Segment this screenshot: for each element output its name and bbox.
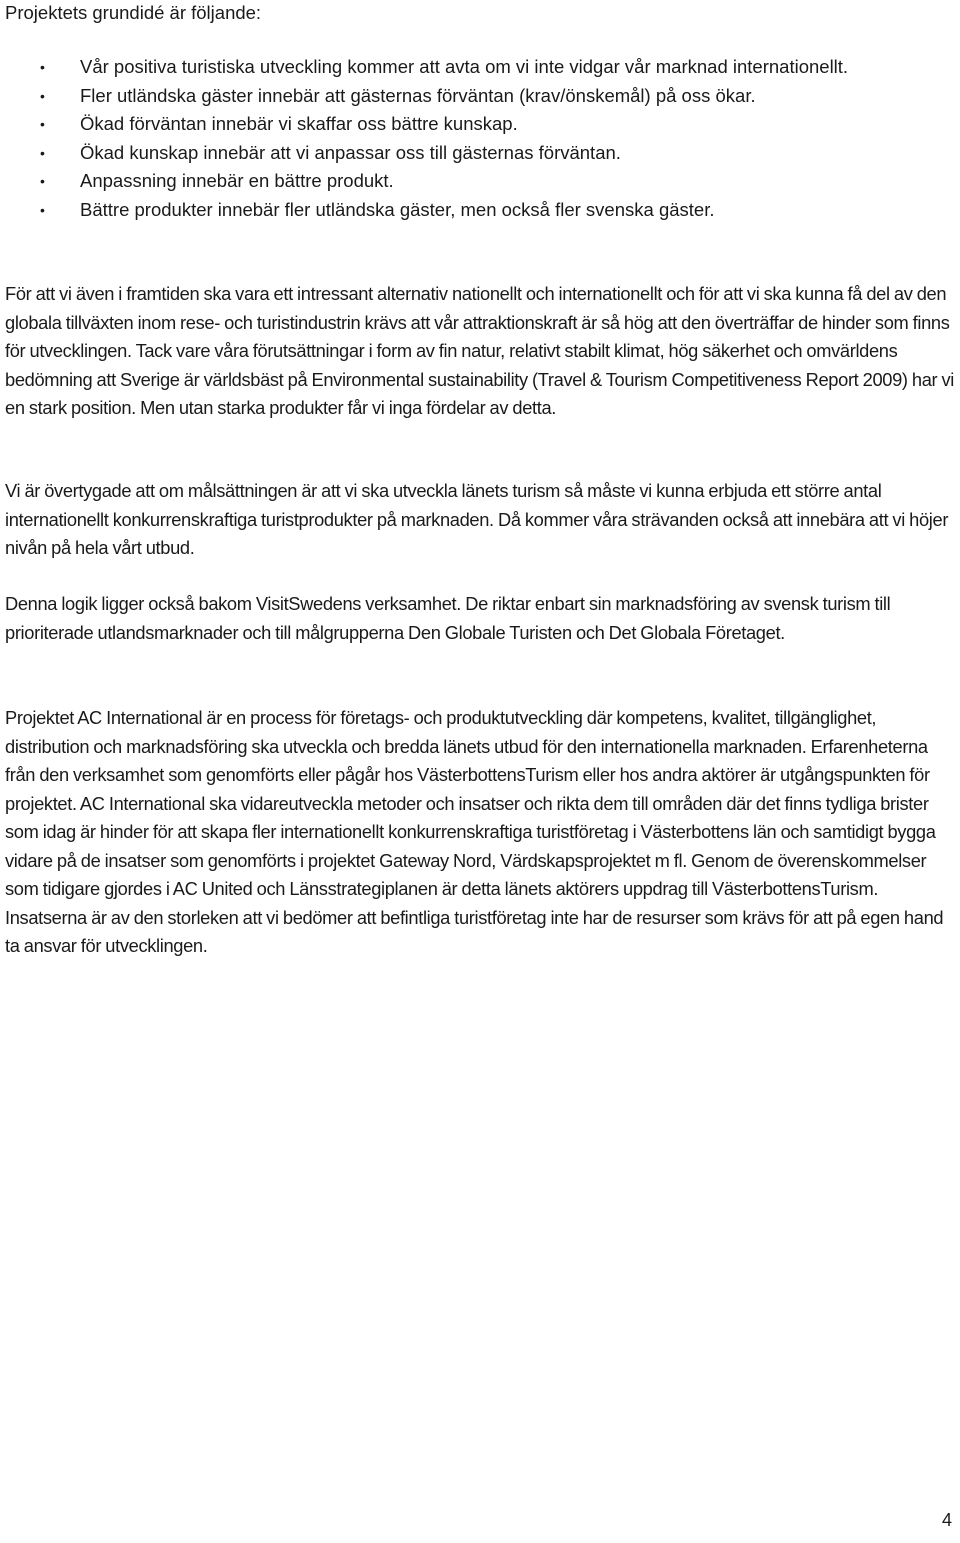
bullet-dot-icon: • [40,173,45,189]
bullet-item [0,82,960,111]
bullet-list [0,53,960,224]
section-heading: Projektets grundidé är följande: [5,2,262,23]
bullet-text: Ökad kunskap innebär att vi anpassar oss till gästernas förväntan. [80,141,621,163]
bullet-dot-icon: • [40,87,45,104]
bullet-text: Bättre produkter innebär fler utländska gäster, men också fler svenska gäster. [80,198,715,220]
bullet-text: Ökad förväntan innebär vi skaffar oss bättre kunskap. [80,113,518,134]
bullet-item [0,196,960,225]
paragraph-position: För att vi även i framtiden ska vara ett intressant alternativ nationellt och internationellt och för att vi ska kunna få del av den globala tillväxten inom rese- och turistindustrin krävs att vår attraktionskraft är så hög att den överträffar de hinder som finns för utvecklingen. Tack vare våra förutsättningar i form av fin natur, relativt stabilt klimat, hög säkerhet och omvärldens bedömning att Sverige är världsbäst på Environmental sustainability (Travel & Tourism Competitiveness Report 2009) har vi en stark position. Men utan starka produkter får vi inga fördelar av detta. [5,283,954,418]
bullet-text: Vår positiva turistiska utveckling kommer att avta om vi inte vidgar vår marknad internationellt. [80,56,849,77]
bullet-dot-icon: • [40,201,45,218]
bullet-dot-icon: • [40,116,45,132]
paragraph-goal: Vi är övertygade att om målsättningen är att vi ska utveckla länets turism så måste vi kunna erbjuda ett större antal internationellt konkurrenskraftiga turistprodukter på marknaden. Då kommer våra strävanden också att innebära att vi höjer nivån på hela vårt utbud. [5,480,949,558]
paragraph-visitsweden: Denna logik ligger också bakom VisitSwedens verksamhet. De riktar enbart sin marknadsföring av svensk turism till prioriterade utlandsmarknader och till målgrupperna Den Globale Turisten och Det Globala Företaget. [5,593,891,643]
bullet-text: Fler utländska gäster innebär att gästernas förväntan (krav/önskemål) på oss ökar. [80,84,756,106]
paragraph-project: Projektet AC International är en process för företags- och produktutveckling där kompetens, kvalitet, tillgänglighet, distribution och marknadsföring ska utveckla och bredda länets utbud för den internationella marknaden. Erfarenheterna från den verksamhet som genomförts eller pågår hos VästerbottensTurism eller hos andra aktörer är utgångspunkten för projektet. AC International ska vidareutveckla metoder och insatser och rikta dem till områden där det finns tydliga brister som idag är hinder för att skapa fler internationellt konkurrenskraftiga turistföretag i Västerbottens län och samtidigt bygga vidare på de insatser som genomförts i projektet Gateway Nord, Värdskapsprojektet m fl. Genom de överenskommelser som tidigare gjordes i AC United och Länsstrategiplanen är detta länets aktörers uppdrag till VästerbottensTurism. Insatserna är av den storleken att vi bedömer att befintliga turistföretag inte har de resurser som krävs för att på egen hand ta ansvar för utvecklingen. [5,707,944,956]
bullet-item [0,167,960,196]
bullet-text: Anpassning innebär en bättre produkt. [80,170,394,191]
page-number: 4 [941,1510,952,1530]
bullet-item [0,53,960,82]
bullet-dot-icon: • [40,59,45,75]
bullet-item [0,110,960,139]
bullet-dot-icon: • [40,144,45,161]
bullet-item [0,139,960,168]
